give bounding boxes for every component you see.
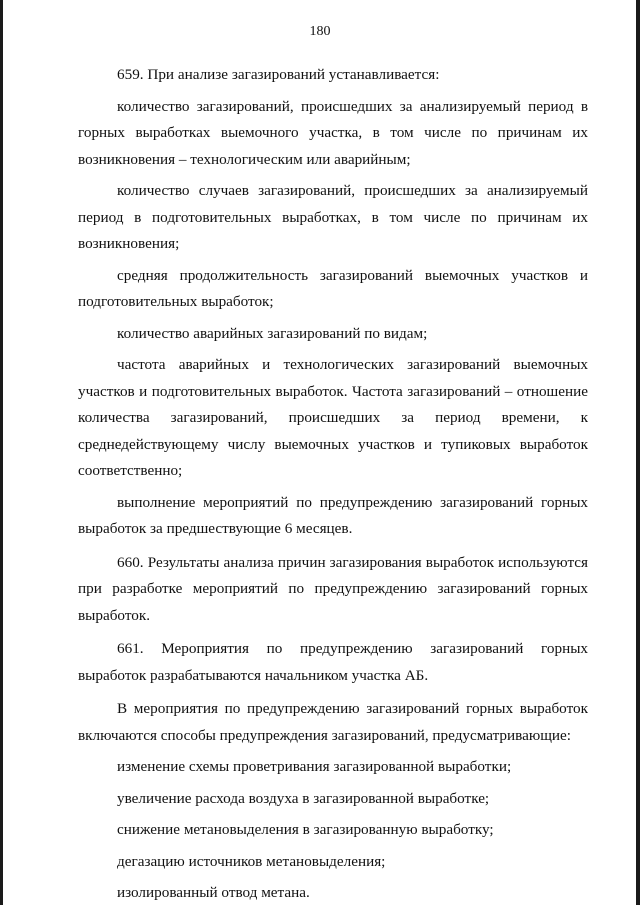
paragraph-661: 661. Мероприятия по предупреждению загазирований горных выработок разрабатываются начальником участка АБ.: [78, 640, 588, 684]
list-item: изменение схемы проветривания загазированной выработки;: [117, 758, 512, 775]
list-item: увеличение расхода воздуха в загазированной выработке;: [117, 789, 490, 807]
list-item: изолированный отвод метана.: [117, 884, 310, 901]
paragraph-item: средняя продолжительность загазирований выемочных участков и подготовительных выработок;: [78, 266, 588, 310]
paragraph-660: 660. Результаты анализа причин загазирования выработок используются при разработке мероприятий по предупреждению загазирований горных выработок.: [78, 553, 588, 624]
scan-border-left: [0, 0, 3, 905]
list-item: снижение метановыделения в загазированную выработку;: [117, 821, 494, 838]
paragraph-item: количество случаев загазирований, происшедших за анализируемый период в подготовительных выработках, в том числе по причинам их возникновения;: [78, 182, 588, 252]
paragraph-item: частота аварийных и технологических загазирований выемочных участков и подготовительных выработок. Частота загазирований – отношение количества загазирований, происшедших за период времени, к среднедействующему числу выемочных участков и тупиковых выработок соответственно;: [78, 356, 588, 479]
scan-border-right: [636, 0, 640, 905]
page-number: 180: [309, 24, 331, 39]
paragraph-659-heading: 659. При анализе загазирований устанавливается:: [117, 66, 440, 83]
paragraph-item: выполнение мероприятий по предупреждению загазирований горных выработок за предшествующие 6 месяцев.: [78, 493, 588, 537]
paragraph-item: количество аварийных загазирований по видам;: [117, 324, 428, 342]
paragraph-measures-intro: В мероприятия по предупреждению загазирований горных выработок включаются способы предупреждения загазирований, предусматривающие:: [78, 700, 588, 744]
list-item: дегазацию источников метановыделения;: [117, 852, 386, 870]
paragraph-item: количество загазирований, происшедших за анализируемый период в горных выработках выемочного участка, в том числе по причинам их возникновения – технологическим или аварийным;: [78, 97, 588, 168]
document-body: [78, 62, 588, 907]
